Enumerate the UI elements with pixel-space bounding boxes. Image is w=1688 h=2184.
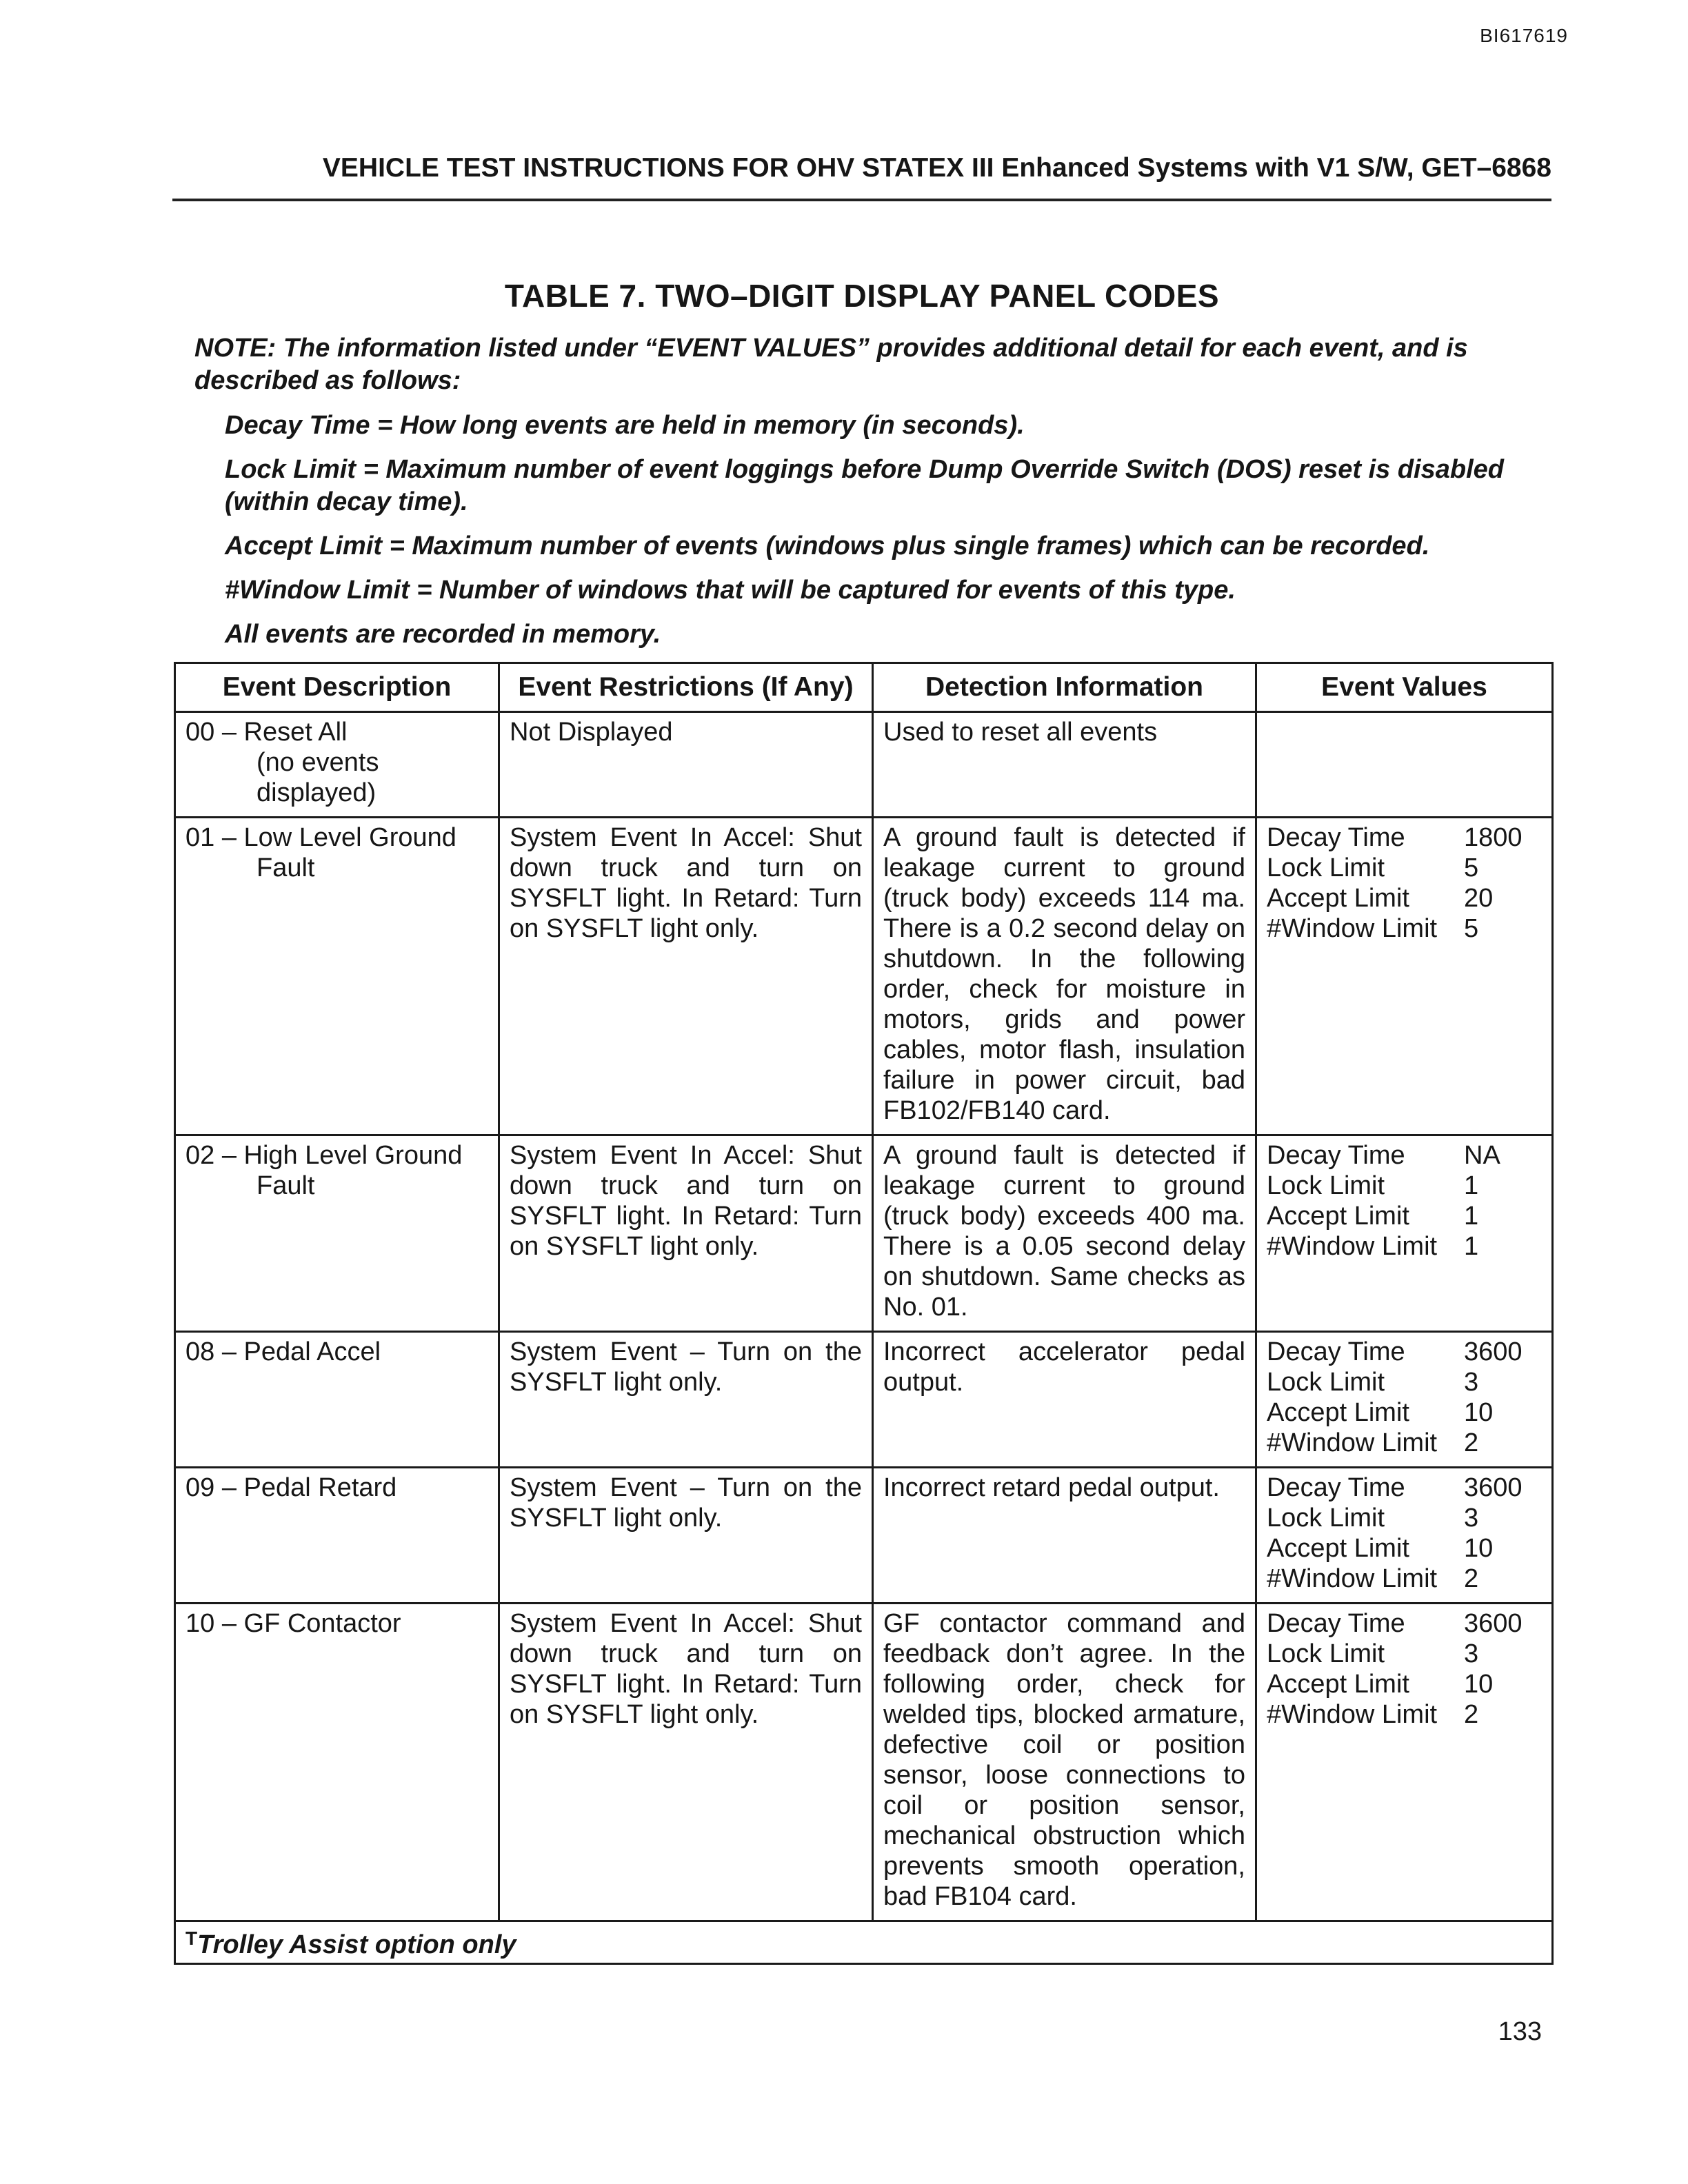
detection-information-cell: A ground fault is detected if leakage current to ground (truck body) exceeds 400 ma. There is a 0.05 second delay on shutdown. Same checks as No. 01. (873, 1135, 1256, 1332)
event-value-label: Decay Time (1267, 1337, 1405, 1366)
event-value-label: Decay Time (1267, 1609, 1405, 1638)
detection-information-cell: A ground fault is detected if leakage current to ground (truck body) exceeds 114 ma. There is a 0.2 second delay on shutdown. In the following order, check for moisture in motors, grids and power cables, motor flash, insulation failure in power circuit, bad FB102/FB140 card. (873, 818, 1256, 1135)
note-block (194, 332, 1546, 663)
event-value-label: #Window Limit (1267, 1232, 1438, 1261)
running-header-text: VEHICLE TEST INSTRUCTIONS FOR OHV STATEX III Enhanced Systems with V1 S/W, GET–6868 (322, 153, 1551, 183)
event-description-cell (175, 818, 499, 1135)
event-restrictions-cell: System Event In Accel: Shut down truck and turn on SYSFLT light. In Retard: Turn on SYSFLT light only. (499, 1604, 873, 1921)
event-value-line (1267, 1367, 1542, 1397)
event-value-label: #Window Limit (1267, 1564, 1438, 1593)
event-value-label: Decay Time (1267, 1473, 1405, 1502)
event-value-label: #Window Limit (1267, 1700, 1438, 1729)
event-value-line (1267, 1231, 1542, 1262)
event-value-line (1267, 1699, 1542, 1730)
event-value-line (1267, 1171, 1542, 1201)
event-value-number: 1 (1464, 1202, 1479, 1231)
event-value-line (1267, 1140, 1542, 1171)
event-value-label: #Window Limit (1267, 914, 1438, 943)
event-code-sublabel: Fault (257, 853, 315, 882)
event-value-line (1267, 1533, 1542, 1564)
event-value-label: Accept Limit (1267, 1534, 1409, 1563)
table-row (175, 818, 1553, 1135)
event-values-cell (1256, 1468, 1553, 1604)
note-lock-limit: Lock Limit = Maximum number of event loggings before Dump Override Switch (DOS) reset is disabled (within decay time). (225, 455, 1504, 516)
event-value-line (1267, 1337, 1542, 1367)
event-value-label: Accept Limit (1267, 1670, 1409, 1699)
event-value-number: 2 (1464, 1700, 1479, 1729)
event-value-label: Accept Limit (1267, 1202, 1409, 1231)
event-value-line (1267, 1639, 1542, 1669)
table-title: TABLE 7. TWO–DIGIT DISPLAY PANEL CODES (504, 278, 1220, 314)
note-all-events: All events are recorded in memory. (225, 620, 661, 649)
table-header-row (175, 663, 1553, 712)
note-window-limit: #Window Limit = Number of windows that will be captured for events of this type. (225, 576, 1236, 605)
event-restrictions-cell: System Event – Turn on the SYSFLT light only. (499, 1468, 873, 1604)
event-value-line (1267, 1564, 1542, 1594)
event-value-label: Lock Limit (1267, 853, 1385, 882)
detection-information-cell: Used to reset all events (873, 712, 1256, 818)
event-value-number: 1800 (1464, 823, 1523, 852)
event-value-number: 3 (1464, 1639, 1479, 1668)
page-number: 133 (1498, 2017, 1542, 2046)
event-description-cell (175, 712, 499, 818)
event-value-number: 5 (1464, 914, 1479, 943)
event-value-label: Accept Limit (1267, 1398, 1409, 1427)
event-value-number: 5 (1464, 853, 1479, 882)
event-description-cell (175, 1468, 499, 1604)
table-footnote (175, 1921, 1553, 1964)
event-code-label: 00 – Reset All (185, 718, 348, 747)
header-detection-information: Detection Information (873, 663, 1256, 712)
footnote-text: Trolley Assist option only (197, 1930, 516, 1959)
header-event-description: Event Description (175, 663, 499, 712)
table-row (175, 1468, 1553, 1604)
note-intro: NOTE: The information listed under “EVENT VALUES” provides additional detail for each event, and is described as follows: (194, 334, 1468, 395)
event-value-line (1267, 1473, 1542, 1503)
note-accept-limit: Accept Limit = Maximum number of events (windows plus single frames) which can be recorded. (225, 532, 1430, 560)
event-description-cell (175, 1332, 499, 1468)
event-code-label: 02 – High Level Ground (185, 1141, 463, 1170)
event-value-number: 2 (1464, 1428, 1479, 1457)
event-value-number: 10 (1464, 1670, 1494, 1699)
event-restrictions-cell: Not Displayed (499, 712, 873, 818)
event-restrictions-cell: System Event – Turn on the SYSFLT light only. (499, 1332, 873, 1468)
event-code-label: 10 – GF Contactor (185, 1609, 401, 1638)
detection-information-cell: Incorrect accelerator pedal output. (873, 1332, 1256, 1468)
header-event-values: Event Values (1256, 663, 1553, 712)
event-value-number: 3 (1464, 1368, 1479, 1397)
event-value-number: 3600 (1464, 1337, 1523, 1366)
event-value-line (1267, 883, 1542, 913)
event-value-line (1267, 1669, 1542, 1699)
event-value-line (1267, 1503, 1542, 1533)
table-row (175, 1135, 1553, 1332)
header-event-restrictions: Event Restrictions (If Any) (499, 663, 873, 712)
event-values-cell (1256, 1332, 1553, 1468)
event-restrictions-cell: System Event In Accel: Shut down truck and turn on SYSFLT light. In Retard: Turn on SYSFLT light only. (499, 1135, 873, 1332)
event-value-label: Decay Time (1267, 1141, 1405, 1170)
table-row (175, 1604, 1553, 1921)
running-header (172, 153, 1551, 201)
event-value-line (1267, 1608, 1542, 1639)
event-value-number: 3600 (1464, 1473, 1523, 1502)
event-value-label: Lock Limit (1267, 1171, 1385, 1200)
event-value-number: NA (1464, 1141, 1500, 1170)
event-value-line (1267, 1397, 1542, 1428)
event-values-cell (1256, 818, 1553, 1135)
event-value-line (1267, 1428, 1542, 1458)
event-value-label: Decay Time (1267, 823, 1405, 852)
note-decay-time: Decay Time = How long events are held in memory (in seconds). (225, 411, 1025, 440)
detection-information-cell: Incorrect retard pedal output. (873, 1468, 1256, 1604)
event-value-line (1267, 1201, 1542, 1231)
event-value-number: 2 (1464, 1564, 1479, 1593)
event-values-cell (1256, 1135, 1553, 1332)
detection-information-cell: GF contactor command and feedback don’t agree. In the following order, check for welded tips, blocked armature, defective coil or position sensor, loose connections to coil or position sensor, mechanical obstruction which prevents smooth operation, bad FB104 card. (873, 1604, 1256, 1921)
event-value-number: 10 (1464, 1534, 1494, 1563)
event-value-label: #Window Limit (1267, 1428, 1438, 1457)
event-value-label: Lock Limit (1267, 1639, 1385, 1668)
event-value-line (1267, 853, 1542, 883)
event-value-label: Lock Limit (1267, 1504, 1385, 1533)
event-description-cell (175, 1604, 499, 1921)
event-value-number: 1 (1464, 1232, 1479, 1261)
event-values-cell (1256, 1604, 1553, 1921)
document-id: BI617619 (1480, 25, 1568, 46)
event-value-number: 3600 (1464, 1609, 1523, 1638)
event-code-label: 09 – Pedal Retard (185, 1473, 397, 1502)
table-row (175, 1332, 1553, 1468)
event-value-number: 1 (1464, 1171, 1479, 1200)
event-code-sublabel: (no events displayed) (257, 748, 379, 807)
event-value-number: 20 (1464, 884, 1494, 913)
table-footnote-row (175, 1921, 1553, 1964)
event-code-sublabel: Fault (257, 1171, 315, 1200)
footnote-mark: T (185, 1928, 198, 1949)
event-values-cell (1256, 712, 1553, 818)
event-description-cell (175, 1135, 499, 1332)
event-value-number: 3 (1464, 1504, 1479, 1533)
event-value-label: Lock Limit (1267, 1368, 1385, 1397)
event-value-label: Accept Limit (1267, 884, 1409, 913)
event-code-label: 08 – Pedal Accel (185, 1337, 381, 1366)
event-value-line (1267, 913, 1542, 944)
event-restrictions-cell: System Event In Accel: Shut down truck and turn on SYSFLT light. In Retard: Turn on SYSFLT light only. (499, 818, 873, 1135)
table-row (175, 712, 1553, 818)
event-value-line (1267, 822, 1542, 853)
display-codes-table (174, 662, 1554, 1965)
event-value-number: 10 (1464, 1398, 1494, 1427)
event-code-label: 01 – Low Level Ground (185, 823, 456, 852)
